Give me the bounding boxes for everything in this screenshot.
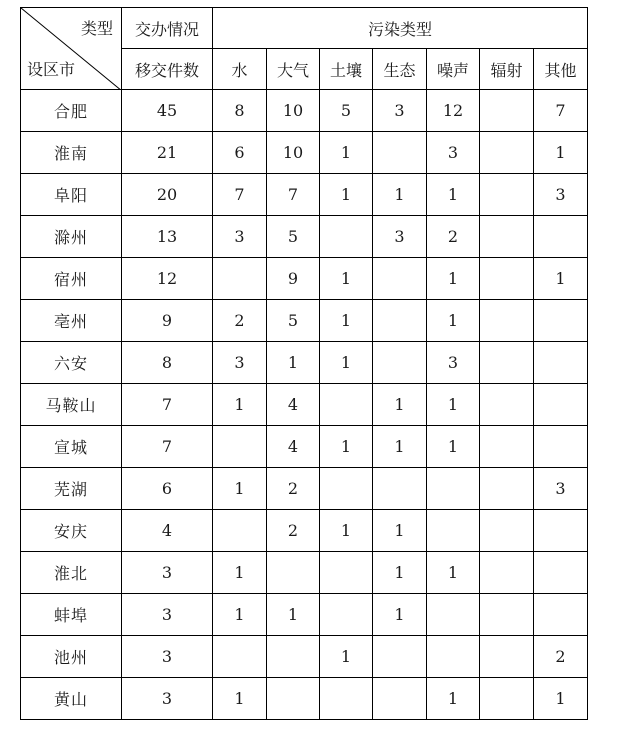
soil-count-cell (320, 678, 373, 720)
air-count-cell: 1 (267, 594, 320, 636)
air-count-cell: 4 (267, 384, 320, 426)
table-row (21, 384, 588, 426)
table-row (21, 426, 588, 468)
other-count-cell (534, 552, 588, 594)
water-count-cell: 6 (213, 132, 267, 174)
transferred-count-cell: 7 (122, 426, 213, 468)
transferred-count-cell: 6 (122, 468, 213, 510)
corner-label-city: 设区市 (27, 60, 76, 79)
city-cell: 淮北 (21, 552, 122, 594)
column-header-water: 水 (213, 49, 267, 90)
city-cell: 阜阳 (21, 174, 122, 216)
soil-count-cell: 1 (320, 342, 373, 384)
soil-count-cell (320, 552, 373, 594)
city-cell: 芜湖 (21, 468, 122, 510)
soil-count-cell: 1 (320, 300, 373, 342)
radiation-count-cell (480, 174, 534, 216)
corner-header-cell (21, 8, 122, 90)
radiation-count-cell (480, 384, 534, 426)
soil-count-cell: 5 (320, 90, 373, 132)
radiation-count-cell (480, 678, 534, 720)
water-count-cell: 1 (213, 468, 267, 510)
transferred-count-cell: 21 (122, 132, 213, 174)
radiation-count-cell (480, 342, 534, 384)
noise-count-cell: 1 (427, 552, 480, 594)
transferred-count-cell: 4 (122, 510, 213, 552)
ecology-count-cell (373, 468, 427, 510)
soil-count-cell: 1 (320, 174, 373, 216)
table-row (21, 342, 588, 384)
air-count-cell: 1 (267, 342, 320, 384)
other-count-cell (534, 342, 588, 384)
radiation-count-cell (480, 594, 534, 636)
radiation-count-cell (480, 510, 534, 552)
group-header-pollution: 污染类型 (213, 8, 588, 49)
noise-count-cell (427, 510, 480, 552)
air-count-cell: 5 (267, 300, 320, 342)
table-row (21, 132, 588, 174)
transferred-count-cell: 7 (122, 384, 213, 426)
noise-count-cell: 1 (427, 384, 480, 426)
column-header-ecology: 生态 (373, 49, 427, 90)
radiation-count-cell (480, 426, 534, 468)
table-row (21, 636, 588, 678)
air-count-cell: 2 (267, 510, 320, 552)
ecology-count-cell: 1 (373, 174, 427, 216)
water-count-cell: 3 (213, 342, 267, 384)
table-row (21, 552, 588, 594)
soil-count-cell: 1 (320, 426, 373, 468)
table-wrapper (20, 7, 588, 720)
water-count-cell: 1 (213, 678, 267, 720)
water-count-cell (213, 636, 267, 678)
table-row (21, 174, 588, 216)
noise-count-cell: 12 (427, 90, 480, 132)
noise-count-cell: 1 (427, 426, 480, 468)
transferred-count-cell: 3 (122, 678, 213, 720)
corner-label-type: 类型 (80, 19, 113, 38)
ecology-count-cell (373, 300, 427, 342)
ecology-count-cell (373, 258, 427, 300)
city-cell: 蚌埠 (21, 594, 122, 636)
air-count-cell: 10 (267, 132, 320, 174)
city-cell: 池州 (21, 636, 122, 678)
radiation-count-cell (480, 216, 534, 258)
air-count-cell (267, 552, 320, 594)
ecology-count-cell: 1 (373, 510, 427, 552)
noise-count-cell: 1 (427, 258, 480, 300)
air-count-cell (267, 636, 320, 678)
column-header-transferred: 移交件数 (122, 49, 213, 90)
soil-count-cell (320, 384, 373, 426)
noise-count-cell: 3 (427, 342, 480, 384)
transferred-count-cell: 8 (122, 342, 213, 384)
soil-count-cell: 1 (320, 258, 373, 300)
ecology-count-cell (373, 342, 427, 384)
noise-count-cell: 1 (427, 174, 480, 216)
soil-count-cell: 1 (320, 132, 373, 174)
radiation-count-cell (480, 552, 534, 594)
table-row (21, 678, 588, 720)
air-count-cell: 9 (267, 258, 320, 300)
other-count-cell: 1 (534, 132, 588, 174)
table-row (21, 216, 588, 258)
water-count-cell: 1 (213, 552, 267, 594)
city-cell: 安庆 (21, 510, 122, 552)
other-count-cell: 3 (534, 468, 588, 510)
ecology-count-cell (373, 636, 427, 678)
ecology-count-cell (373, 678, 427, 720)
table-row (21, 300, 588, 342)
ecology-count-cell: 1 (373, 384, 427, 426)
transferred-count-cell: 9 (122, 300, 213, 342)
city-cell: 亳州 (21, 300, 122, 342)
noise-count-cell: 1 (427, 300, 480, 342)
soil-count-cell (320, 468, 373, 510)
pollution-case-table (20, 7, 588, 720)
water-count-cell (213, 258, 267, 300)
air-count-cell: 5 (267, 216, 320, 258)
other-count-cell (534, 384, 588, 426)
table-row (21, 594, 588, 636)
group-header-handover: 交办情况 (122, 8, 213, 49)
ecology-count-cell: 3 (373, 90, 427, 132)
radiation-count-cell (480, 90, 534, 132)
noise-count-cell: 1 (427, 678, 480, 720)
other-count-cell (534, 300, 588, 342)
column-header-radiation: 辐射 (480, 49, 534, 90)
ecology-count-cell (373, 132, 427, 174)
table-row (21, 468, 588, 510)
other-count-cell (534, 594, 588, 636)
ecology-count-cell: 1 (373, 594, 427, 636)
air-count-cell (267, 678, 320, 720)
soil-count-cell (320, 594, 373, 636)
soil-count-cell: 1 (320, 510, 373, 552)
ecology-count-cell: 1 (373, 426, 427, 468)
transferred-count-cell: 3 (122, 636, 213, 678)
air-count-cell: 4 (267, 426, 320, 468)
water-count-cell (213, 426, 267, 468)
city-cell: 黄山 (21, 678, 122, 720)
air-count-cell: 10 (267, 90, 320, 132)
ecology-count-cell: 1 (373, 552, 427, 594)
water-count-cell (213, 510, 267, 552)
city-cell: 合肥 (21, 90, 122, 132)
other-count-cell: 3 (534, 174, 588, 216)
noise-count-cell: 3 (427, 132, 480, 174)
air-count-cell: 7 (267, 174, 320, 216)
ecology-count-cell: 3 (373, 216, 427, 258)
column-header-air: 大气 (267, 49, 320, 90)
water-count-cell: 3 (213, 216, 267, 258)
water-count-cell: 2 (213, 300, 267, 342)
transferred-count-cell: 20 (122, 174, 213, 216)
table-row (21, 258, 588, 300)
other-count-cell: 1 (534, 258, 588, 300)
column-header-soil: 土壤 (320, 49, 373, 90)
water-count-cell: 7 (213, 174, 267, 216)
noise-count-cell (427, 468, 480, 510)
water-count-cell: 1 (213, 384, 267, 426)
radiation-count-cell (480, 132, 534, 174)
city-cell: 六安 (21, 342, 122, 384)
noise-count-cell (427, 594, 480, 636)
other-count-cell (534, 510, 588, 552)
column-header-other: 其他 (534, 49, 588, 90)
transferred-count-cell: 45 (122, 90, 213, 132)
water-count-cell: 8 (213, 90, 267, 132)
transferred-count-cell: 3 (122, 594, 213, 636)
column-header-noise: 噪声 (427, 49, 480, 90)
radiation-count-cell (480, 300, 534, 342)
other-count-cell (534, 216, 588, 258)
noise-count-cell (427, 636, 480, 678)
other-count-cell: 2 (534, 636, 588, 678)
city-cell: 宣城 (21, 426, 122, 468)
water-count-cell: 1 (213, 594, 267, 636)
city-cell: 马鞍山 (21, 384, 122, 426)
header-row-1 (21, 8, 588, 49)
other-count-cell (534, 426, 588, 468)
soil-count-cell (320, 216, 373, 258)
noise-count-cell: 2 (427, 216, 480, 258)
city-cell: 宿州 (21, 258, 122, 300)
radiation-count-cell (480, 636, 534, 678)
transferred-count-cell: 3 (122, 552, 213, 594)
air-count-cell: 2 (267, 468, 320, 510)
table-body (21, 90, 588, 720)
table-row (21, 90, 588, 132)
radiation-count-cell (480, 258, 534, 300)
city-cell: 滁州 (21, 216, 122, 258)
transferred-count-cell: 12 (122, 258, 213, 300)
transferred-count-cell: 13 (122, 216, 213, 258)
table-row (21, 510, 588, 552)
city-cell: 淮南 (21, 132, 122, 174)
other-count-cell: 7 (534, 90, 588, 132)
soil-count-cell: 1 (320, 636, 373, 678)
radiation-count-cell (480, 468, 534, 510)
other-count-cell: 1 (534, 678, 588, 720)
